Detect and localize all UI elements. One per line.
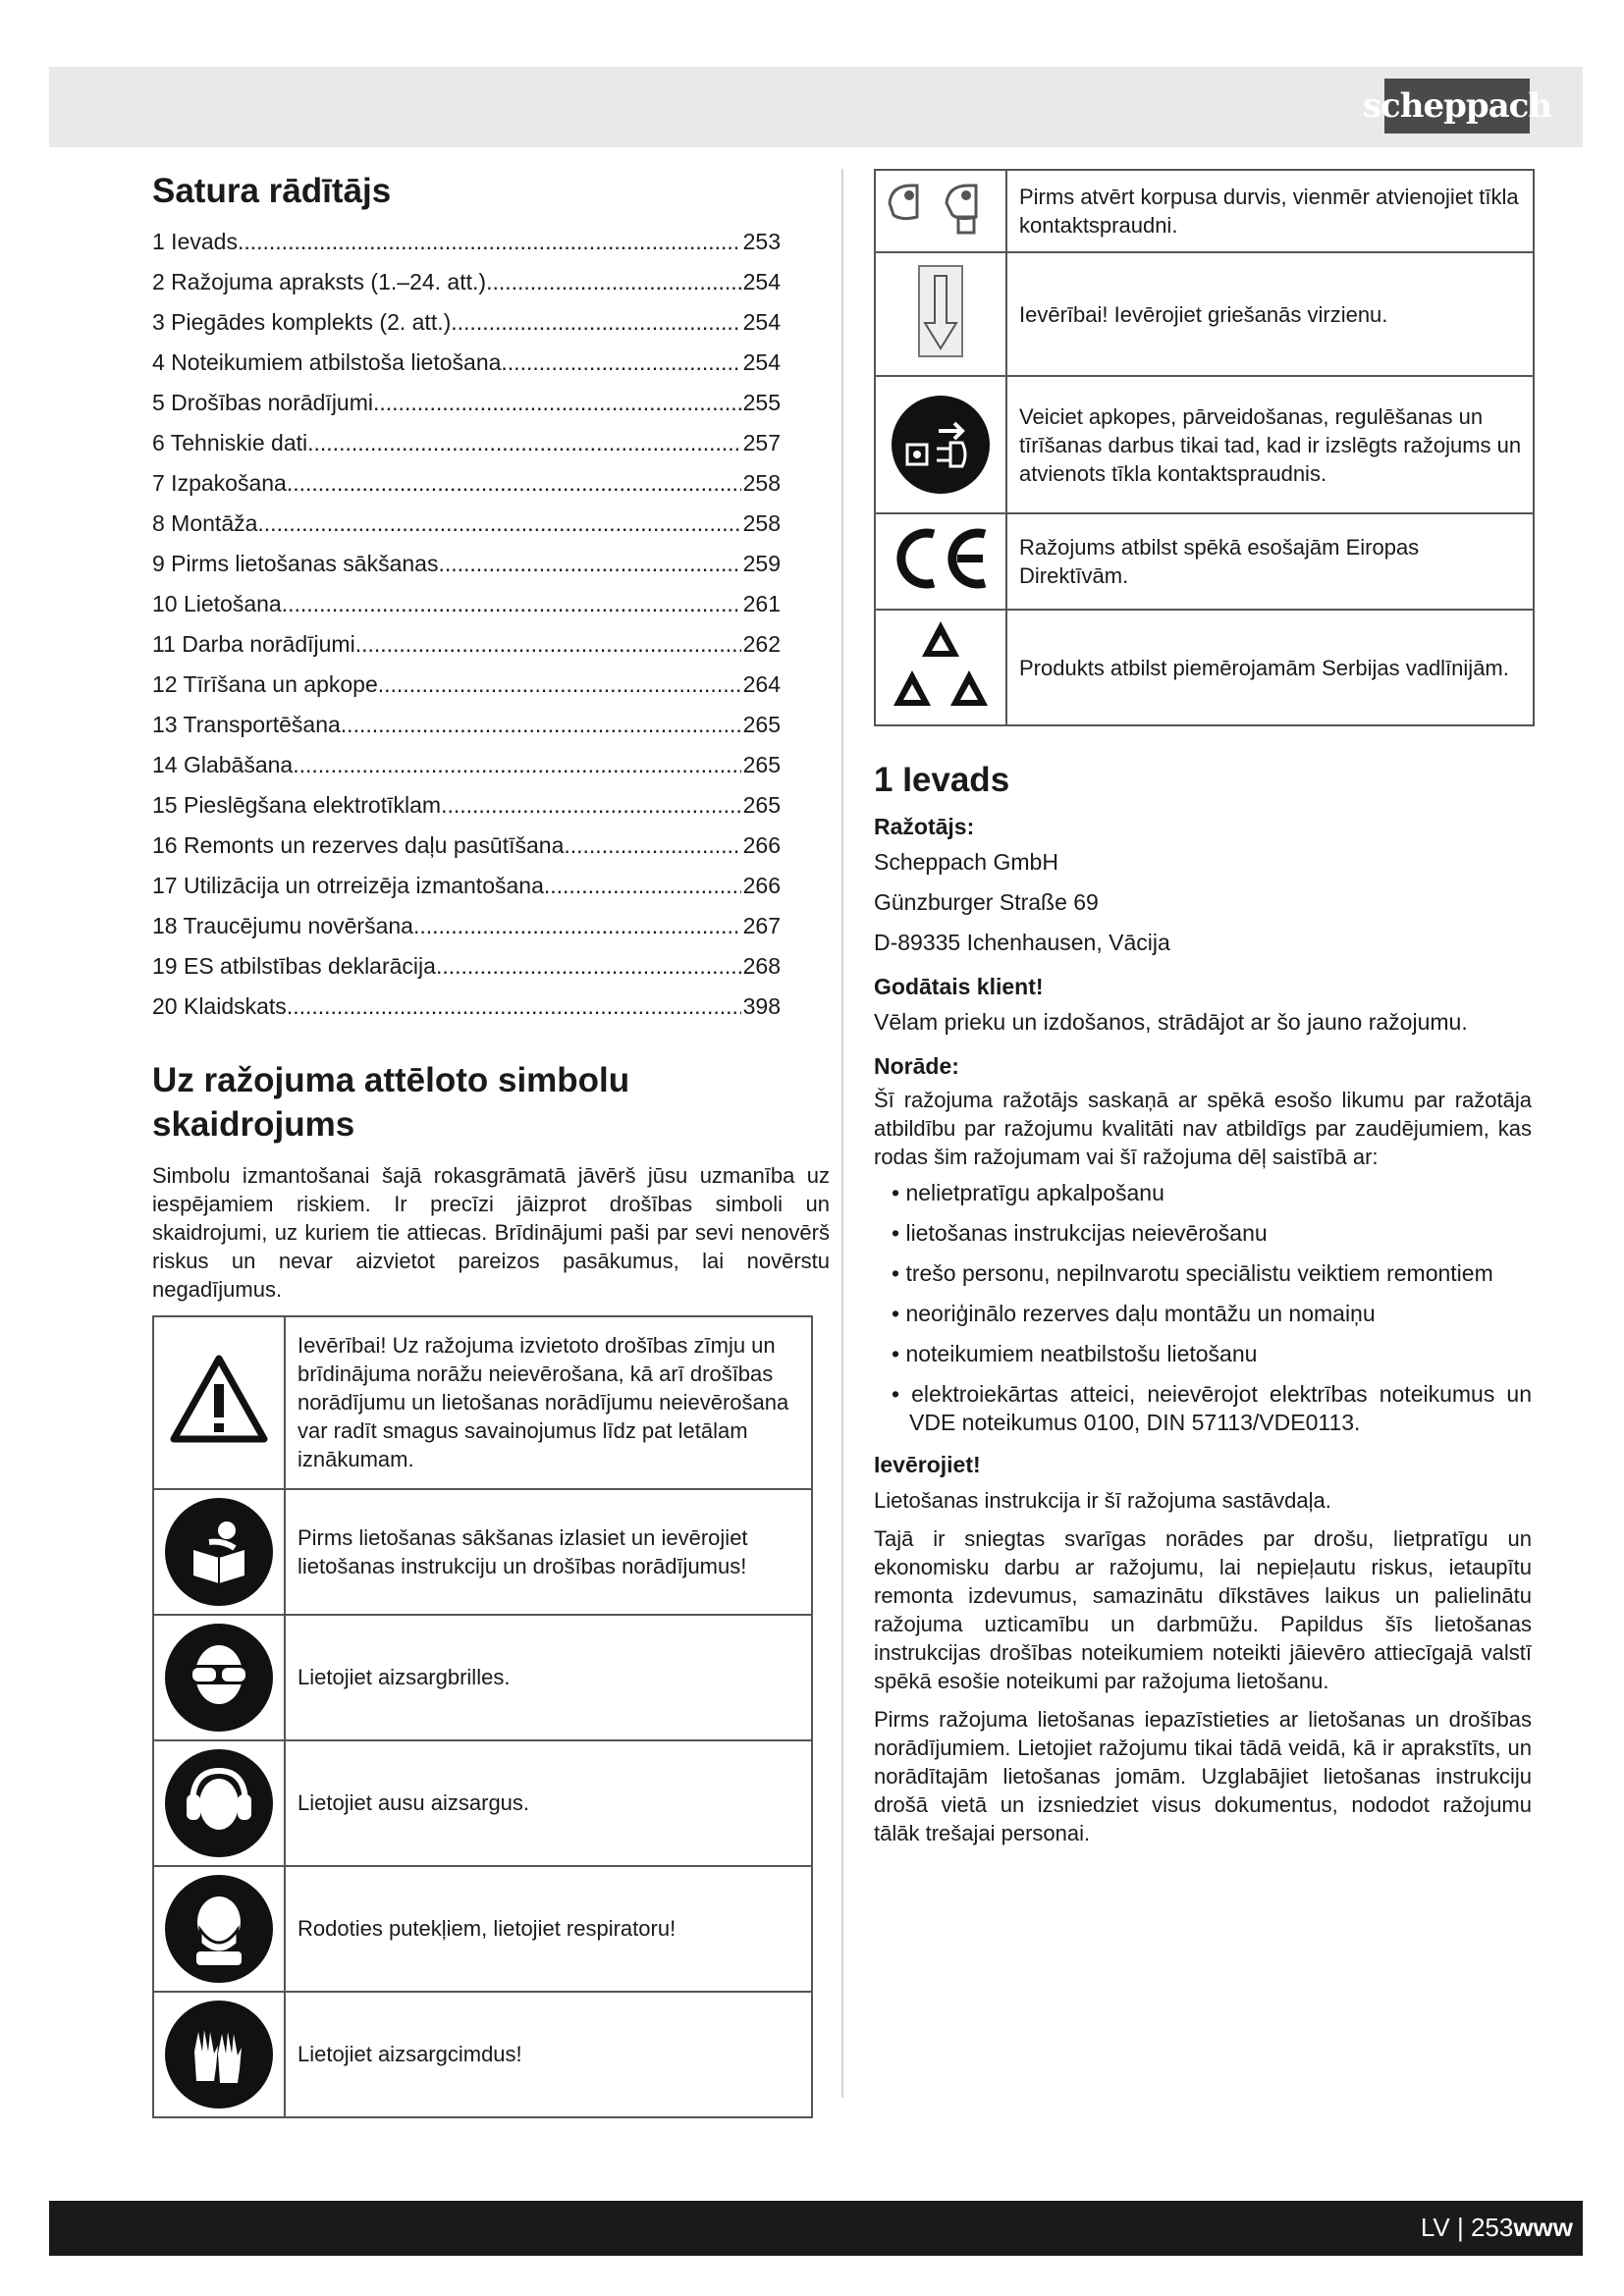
- footer-page-number: [1421, 2213, 1573, 2243]
- toc-entry-page: 262: [742, 630, 781, 657]
- toc-entry-page: 265: [742, 791, 781, 818]
- ce-mark-icon: [875, 513, 1006, 610]
- toc-entry-label: 8 Montāža: [152, 509, 258, 536]
- symbol-row: [153, 1740, 812, 1866]
- toc-entry[interactable]: [152, 826, 781, 866]
- toc-entry-page: 265: [742, 751, 781, 777]
- toc-entry-label: 2 Ražojuma apraksts (1.–24. att.): [152, 268, 487, 294]
- list-item: • trešo personu, nepilnvarotu speciālistu veiktiem remontiem: [874, 1259, 1532, 1288]
- address-line: Scheppach GmbH: [874, 848, 1058, 875]
- symbol-row: [153, 1316, 812, 1489]
- toc-entry[interactable]: [152, 423, 781, 463]
- note-label: Norāde:: [874, 1052, 959, 1079]
- address-line: Günzburger Straße 69: [874, 888, 1099, 915]
- toc-entry-page: 266: [742, 831, 781, 858]
- warning-triangle-icon: [153, 1316, 285, 1489]
- header-bar: [49, 67, 1583, 147]
- read-manual-icon: [153, 1489, 285, 1615]
- liability-list: [874, 1179, 1532, 1437]
- dear-customer-label: Godātais klient!: [874, 973, 1044, 999]
- toc-leader-dots: [287, 463, 741, 504]
- gloves-icon: [153, 1992, 285, 2117]
- symbols-intro: Simbolu izmantošanai šajā rokasgrāmatā jāvērš jūsu uzmanība uz iespējamiem riskiem. Ir precīzi jāizprot drošības simboli un skaidrojumi, uz kuriem tie attiecas. Brīdinājumi paši par sevi nenovērš riskus un nevar aizvietot pareizos pasākumus, lai novērstu negadījumus.: [152, 1162, 830, 1302]
- toc-entry-label: 14 Glabāšana: [152, 751, 294, 777]
- symbols-title: [152, 1058, 830, 1148]
- toc-entry-label: 10 Lietošana: [152, 590, 282, 616]
- toc-leader-dots: [341, 705, 741, 745]
- toc-entry-page: 258: [742, 509, 781, 536]
- symbol-row: [153, 1615, 812, 1740]
- toc-leader-dots: [282, 584, 741, 624]
- symbol-text: Lietojiet ausu aizsargus.: [285, 1740, 812, 1866]
- toc-entry[interactable]: [152, 222, 781, 262]
- toc-entry-page: 254: [742, 308, 781, 335]
- toc-entry-label: 11 Darba norādījumi: [152, 630, 355, 657]
- observe-paragraph: Lietošanas instrukcija ir šī ražojuma sastāvdaļa.: [874, 1487, 1331, 1513]
- toc-entry-page: 257: [742, 429, 781, 455]
- respirator-icon: [153, 1866, 285, 1992]
- toc-leader-dots: [378, 665, 741, 705]
- page-number: LV | 253: [1420, 2213, 1514, 2242]
- toc-entry[interactable]: [152, 906, 781, 946]
- toc-leader-dots: [257, 504, 740, 544]
- toc-entry[interactable]: [152, 504, 781, 544]
- toc-entry-label: 15 Pieslēgšana elektrotīklam: [152, 791, 442, 818]
- toc-entry-label: 18 Traucējumu novēršana: [152, 912, 413, 938]
- toc-entry[interactable]: [152, 745, 781, 785]
- symbol-row: [153, 1992, 812, 2117]
- toc-leader-dots: [544, 866, 741, 906]
- toc-leader-dots: [486, 262, 741, 302]
- toc-entry[interactable]: [152, 302, 781, 343]
- symbol-row: [875, 252, 1534, 376]
- symbol-row: [875, 376, 1534, 513]
- toc-entry-label: 3 Piegādes komplekts (2. att.): [152, 308, 452, 335]
- symbol-text: Veiciet apkopes, pārveidošanas, regulēšanas un tīrīšanas darbus tikai tad, kad ir izslēgts ražojums un atvienots tīkla kontaktspraudnis.: [1006, 376, 1534, 513]
- symbol-row: [875, 610, 1534, 725]
- symbols-title-line2: skaidrojums: [152, 1105, 355, 1144]
- toc-entry[interactable]: [152, 946, 781, 987]
- ear-protection-icon: [153, 1740, 285, 1866]
- toc-entry[interactable]: [152, 383, 781, 423]
- footer-www: www: [1513, 2213, 1573, 2242]
- symbol-text: Rodoties putekļiem, lietojiet respiratoru!: [285, 1866, 812, 1992]
- symbol-text: Ievērībai! Uz ražojuma izvietoto drošības zīmju un brīdinājuma norāžu neievērošana, kā arī drošības norādījumu un lietošanas norādījumu neievērošana var radīt smagus savainojumus līdz pat letālam iznākumam.: [285, 1316, 812, 1489]
- serbia-conformity-icon: [875, 610, 1006, 725]
- manufacturer-label: Ražotājs:: [874, 813, 975, 839]
- toc-entry-page: 258: [742, 469, 781, 496]
- brand-logo: scheppach: [1384, 79, 1530, 133]
- toc-leader-dots: [293, 745, 740, 785]
- note-text: Šī ražojuma ražotājs saskaņā ar spēkā esošo likumu par ražotāja atbildību par ražojumu kvalitāti nav atbildīgs par zaudējumiem, kas rodas šim ražojumam vai šī ražojuma dēļ saistībā ar:: [874, 1087, 1532, 1169]
- toc-entry-label: 16 Remonts un rezerves daļu pasūtīšana: [152, 831, 565, 858]
- list-item: • lietošanas instrukcijas neievērošanu: [874, 1219, 1532, 1248]
- toc-entry[interactable]: [152, 665, 781, 705]
- toc-entry-page: 253: [742, 228, 781, 254]
- toc-leader-dots: [238, 222, 741, 262]
- symbol-row: [875, 170, 1534, 252]
- toc-entry-label: 13 Transportēšana: [152, 711, 341, 737]
- unplug-icon: [875, 170, 1006, 252]
- toc-entry-label: 19 ES atbilstības deklarācija: [152, 952, 436, 979]
- toc-leader-dots: [501, 343, 740, 383]
- toc-leader-dots: [564, 826, 740, 866]
- toc-entry[interactable]: [152, 463, 781, 504]
- symbol-text: Pirms lietošanas sākšanas izlasiet un ievērojiet lietošanas instrukciju un drošības norādījumus!: [285, 1489, 812, 1615]
- right-column: [874, 169, 1532, 1847]
- symbol-text: Ražojums atbilst spēkā esošajām Eiropas Direktīvām.: [1006, 513, 1534, 610]
- toc-entry-label: 1 Ievads: [152, 228, 238, 254]
- section-title: 1 Ievads: [874, 761, 1010, 799]
- toc-entry-label: 6 Tehniskie dati: [152, 429, 308, 455]
- toc-entry-page: 398: [742, 992, 781, 1019]
- observe-paragraph: Tajā ir sniegtas svarīgas norādes par drošu, lietpratīgu un ekonomisku darbu ar ražojumu, lai nepieļautu riskus, ietaupītu remonta izdevumus, samazinātu dīkstāves laikus un palielinātu ražojuma uzticamību un darbmūžu. Papildus šīs lietošanas instrukcijas drošības noteikumiem noteikti jāievēro attiecīgajā valstī spēkā esošie noteikumi par ražojuma lietošanu.: [874, 1525, 1532, 1693]
- symbol-text: Lietojiet aizsargcimdus!: [285, 1992, 812, 2117]
- toc-entry-label: 5 Drošības norādījumi: [152, 389, 373, 415]
- observe-label: Ievērojiet!: [874, 1451, 981, 1477]
- toc-leader-dots: [436, 946, 741, 987]
- toc-entry-label: 9 Pirms lietošanas sākšanas: [152, 550, 439, 576]
- toc-leader-dots: [438, 544, 740, 584]
- observe-paragraph: Pirms ražojuma lietošanas iepazīstieties ar lietošanas un drošības norādījumiem. Lietojiet ražojumu tikai tādā veidā, kā ir aprakstīts, un norādītajām lietošanas jomām. Uzglabājiet lietošanas instrukciju drošā vietā un izsniedziet visus dokumentus, nododot ražojumu tālāk trešajai personai.: [874, 1706, 1532, 1845]
- toc-entry-page: 266: [742, 872, 781, 898]
- toc-entry-page: 265: [742, 711, 781, 737]
- dear-customer-text: Vēlam prieku un izdošanos, strādājot ar šo jauno ražojumu.: [874, 1008, 1468, 1035]
- toc-entry-page: 254: [742, 348, 781, 375]
- toc-entry-page: 255: [742, 389, 781, 415]
- toc-entry[interactable]: [152, 584, 781, 624]
- address-line: D-89335 Ichenhausen, Vācija: [874, 929, 1170, 955]
- toc-entry[interactable]: [152, 624, 781, 665]
- safety-goggles-icon: [153, 1615, 285, 1740]
- left-column: [152, 169, 830, 2118]
- toc-entry[interactable]: [152, 866, 781, 906]
- symbols-table-right: [874, 169, 1535, 726]
- toc-entry[interactable]: [152, 544, 781, 584]
- toc-entry-page: 268: [742, 952, 781, 979]
- symbol-text: Lietojiet aizsargbrilles.: [285, 1615, 812, 1740]
- toc-leader-dots: [287, 987, 741, 1027]
- symbols-title-line1: Uz ražojuma attēloto simbolu: [152, 1060, 630, 1099]
- list-item: • nelietpratīgu apkalpošanu: [874, 1179, 1532, 1207]
- toc-entry[interactable]: [152, 262, 781, 302]
- toc-entry[interactable]: [152, 705, 781, 745]
- toc-entry[interactable]: [152, 785, 781, 826]
- toc-entry-page: 261: [742, 590, 781, 616]
- toc-leader-dots: [373, 383, 741, 423]
- toc-entry[interactable]: [152, 343, 781, 383]
- symbol-row: [153, 1489, 812, 1615]
- symbol-row: [875, 513, 1534, 610]
- toc-entry-page: 264: [742, 670, 781, 697]
- symbol-text: Pirms atvērt korpusa durvis, vienmēr atvienojiet tīkla kontaktspraudni.: [1006, 170, 1534, 252]
- table-of-contents: [152, 222, 830, 1027]
- column-divider: [841, 169, 843, 2098]
- toc-leader-dots: [355, 624, 741, 665]
- toc-entry-label: 12 Tīrīšana un apkope: [152, 670, 378, 697]
- toc-leader-dots: [307, 423, 741, 463]
- toc-entry-label: 20 Klaidskats: [152, 992, 287, 1019]
- toc-leader-dots: [413, 906, 741, 946]
- symbol-row: [153, 1866, 812, 1992]
- list-item: • elektroiekārtas atteici, neievērojot elektrības noteikumus un VDE noteikumus 0100, DIN 57113/VDE0113.: [874, 1380, 1532, 1437]
- footer-bar: [49, 2201, 1583, 2256]
- toc-leader-dots: [451, 302, 740, 343]
- symbol-text: Produkts atbilst piemērojamām Serbijas vadlīnijām.: [1006, 610, 1534, 725]
- toc-entry-page: 267: [742, 912, 781, 938]
- toc-entry-page: 254: [742, 268, 781, 294]
- toc-entry-label: 7 Izpakošana: [152, 469, 287, 496]
- toc-entry-page: 259: [742, 550, 781, 576]
- toc-entry-label: 4 Noteikumiem atbilstoša lietošana: [152, 348, 502, 375]
- list-item: • noteikumiem neatbilstošu lietošanu: [874, 1340, 1532, 1368]
- toc-entry-label: 17 Utilizācija un otrreizēja izmantošana: [152, 872, 544, 898]
- toc-title: Satura rādītājs: [152, 172, 392, 210]
- toc-entry[interactable]: [152, 987, 781, 1027]
- symbols-table-left: [152, 1315, 813, 2118]
- symbol-text: Ievērībai! Ievērojiet griešanās virzienu.: [1006, 252, 1534, 376]
- list-item: • neoriģinālo rezerves daļu montāžu un nomaiņu: [874, 1300, 1532, 1328]
- rotation-direction-icon: [875, 252, 1006, 376]
- disconnect-plug-icon: [875, 376, 1006, 513]
- toc-leader-dots: [441, 785, 741, 826]
